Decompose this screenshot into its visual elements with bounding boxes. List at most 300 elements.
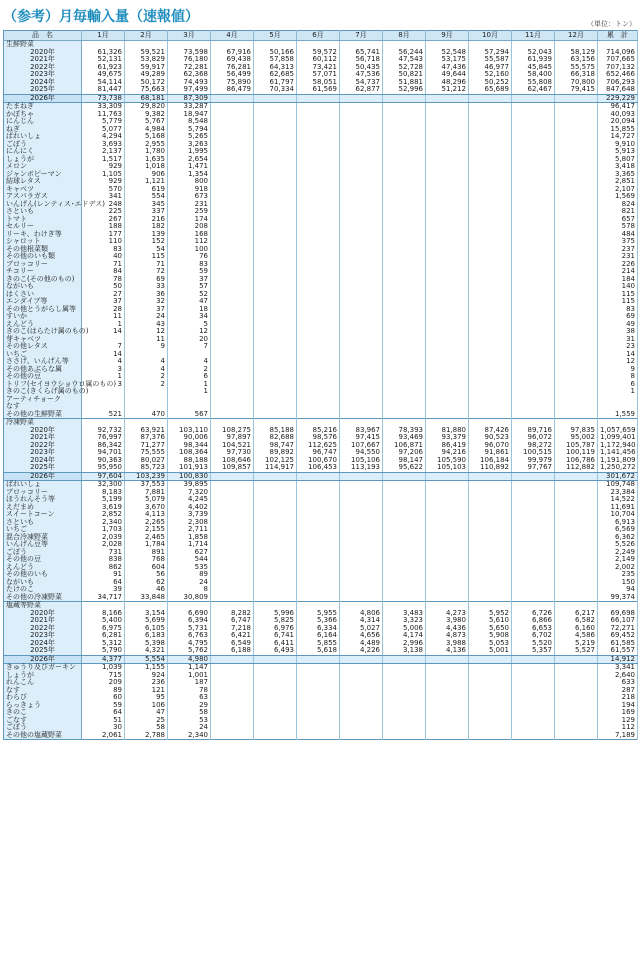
value-cell <box>512 163 555 171</box>
value-cell: 39,895 <box>168 481 211 489</box>
value-cell <box>426 238 469 246</box>
value-cell <box>426 655 469 664</box>
value-cell <box>254 133 297 141</box>
value-cell: 6,493 <box>254 647 297 655</box>
value-cell <box>555 261 598 269</box>
value-cell <box>555 328 598 336</box>
value-cell: 51,212 <box>426 86 469 94</box>
value-cell <box>512 186 555 194</box>
value-cell <box>469 156 512 164</box>
value-cell: 39 <box>82 586 125 594</box>
value-cell <box>426 403 469 411</box>
value-cell: 34,717 <box>82 594 125 602</box>
value-cell: 56,718 <box>340 56 383 64</box>
value-cell <box>383 148 426 156</box>
total-cell: 69,452 <box>598 632 638 640</box>
value-cell <box>211 564 254 572</box>
value-cell: 2 <box>125 381 168 389</box>
value-cell <box>254 163 297 171</box>
value-cell <box>254 351 297 359</box>
value-cell <box>211 193 254 201</box>
value-cell: 100,670 <box>297 457 340 465</box>
header-item-name: 品 名 <box>4 31 82 41</box>
value-cell <box>426 306 469 314</box>
value-cell <box>426 504 469 512</box>
value-cell: 98,344 <box>168 442 211 450</box>
value-cell <box>297 163 340 171</box>
value-cell: 98,147 <box>383 457 426 465</box>
value-cell <box>211 328 254 336</box>
value-cell: 59,521 <box>125 49 168 57</box>
row-label: ジャンボピーマン <box>4 171 82 179</box>
value-cell <box>340 313 383 321</box>
value-cell <box>555 186 598 194</box>
value-cell: 188 <box>82 223 125 231</box>
value-cell: 8 <box>168 586 211 594</box>
value-cell: 75,555 <box>125 449 168 457</box>
value-cell <box>469 717 512 725</box>
value-cell <box>555 103 598 111</box>
value-cell: 535 <box>168 564 211 572</box>
row-label: 2020年 <box>4 610 82 618</box>
value-cell <box>297 373 340 381</box>
table-row <box>4 156 638 164</box>
value-cell <box>512 283 555 291</box>
value-cell: 20 <box>168 336 211 344</box>
value-cell: 101,913 <box>168 464 211 472</box>
value-cell <box>297 549 340 557</box>
row-label: その他のいも <box>4 571 82 579</box>
header-month: 12月 <box>555 31 598 41</box>
value-cell <box>383 156 426 164</box>
value-cell <box>211 549 254 557</box>
table-row <box>4 687 638 695</box>
value-cell <box>340 291 383 299</box>
value-cell <box>383 403 426 411</box>
value-cell <box>254 201 297 209</box>
table-row <box>4 208 638 216</box>
row-label: 冷凍野菜 <box>4 419 82 427</box>
value-cell <box>254 594 297 602</box>
value-cell <box>254 313 297 321</box>
value-cell: 104,521 <box>211 442 254 450</box>
row-label: にんじん <box>4 118 82 126</box>
value-cell: 1,471 <box>168 163 211 171</box>
value-cell: 62,877 <box>340 86 383 94</box>
value-cell: 2,465 <box>125 534 168 542</box>
value-cell <box>469 549 512 557</box>
value-cell: 100,119 <box>555 449 598 457</box>
value-cell <box>555 171 598 179</box>
value-cell: 182 <box>125 223 168 231</box>
row-label: その他の生鮮野菜 <box>4 411 82 419</box>
value-cell <box>512 571 555 579</box>
value-cell: 75,890 <box>211 79 254 87</box>
value-cell <box>469 178 512 186</box>
row-label: きのこ(はらたけ属のもの) <box>4 328 82 336</box>
value-cell: 50 <box>82 283 125 291</box>
value-cell <box>469 526 512 534</box>
value-cell: 544 <box>168 556 211 564</box>
value-cell: 65,741 <box>340 49 383 57</box>
total-cell: 714,096 <box>598 49 638 57</box>
table-row <box>4 496 638 504</box>
value-cell: 29 <box>168 702 211 710</box>
value-cell: 30 <box>82 724 125 732</box>
value-cell <box>297 268 340 276</box>
total-cell: 3,365 <box>598 171 638 179</box>
value-cell: 106 <box>125 702 168 710</box>
total-cell: 1,191,809 <box>598 457 638 465</box>
value-cell <box>555 306 598 314</box>
value-cell: 1,714 <box>168 541 211 549</box>
value-cell: 6,976 <box>254 625 297 633</box>
value-cell <box>383 328 426 336</box>
value-cell <box>383 472 426 481</box>
value-cell: 58,051 <box>297 79 340 87</box>
value-cell <box>254 328 297 336</box>
value-cell <box>211 141 254 149</box>
value-cell <box>426 126 469 134</box>
value-cell: 1,354 <box>168 171 211 179</box>
row-label: ねぎ <box>4 126 82 134</box>
value-cell <box>555 687 598 695</box>
value-cell: 89,716 <box>512 427 555 435</box>
table-row <box>4 283 638 291</box>
value-cell <box>211 186 254 194</box>
year-row <box>4 86 638 94</box>
value-cell <box>512 126 555 134</box>
value-cell: 40 <box>82 253 125 261</box>
value-cell <box>254 321 297 329</box>
value-cell: 4,273 <box>426 610 469 618</box>
total-cell: 2,149 <box>598 556 638 564</box>
value-cell: 45,845 <box>512 64 555 72</box>
value-cell <box>469 702 512 710</box>
value-cell: 4,402 <box>168 504 211 512</box>
value-cell <box>383 163 426 171</box>
table-row <box>4 238 638 246</box>
value-cell: 30,809 <box>168 594 211 602</box>
table-row <box>4 261 638 269</box>
value-cell <box>469 253 512 261</box>
value-cell <box>340 549 383 557</box>
total-cell: 69 <box>598 313 638 321</box>
value-cell: 2,340 <box>168 732 211 740</box>
value-cell: 5,762 <box>168 647 211 655</box>
value-cell: 33,309 <box>82 103 125 111</box>
table-row <box>4 679 638 687</box>
value-cell <box>469 496 512 504</box>
value-cell <box>254 472 297 481</box>
value-cell <box>383 238 426 246</box>
value-cell <box>512 111 555 119</box>
value-cell <box>426 373 469 381</box>
value-cell: 59,917 <box>125 64 168 72</box>
value-cell: 2,028 <box>82 541 125 549</box>
value-cell: 96,070 <box>469 442 512 450</box>
header-month: 10月 <box>469 31 512 41</box>
value-cell: 68,181 <box>125 94 168 103</box>
value-cell: 55,587 <box>469 56 512 64</box>
value-cell <box>555 246 598 254</box>
value-cell <box>512 709 555 717</box>
value-cell <box>211 298 254 306</box>
value-cell <box>555 276 598 284</box>
value-cell: 924 <box>125 672 168 680</box>
value-cell: 73,421 <box>297 64 340 72</box>
value-cell <box>383 298 426 306</box>
value-cell: 5,168 <box>125 133 168 141</box>
value-cell <box>555 381 598 389</box>
value-cell: 1 <box>168 388 211 396</box>
value-cell <box>340 381 383 389</box>
value-cell <box>254 253 297 261</box>
value-cell <box>555 411 598 419</box>
row-label: キャベツ <box>4 186 82 194</box>
value-cell: 6,411 <box>254 640 297 648</box>
value-cell <box>383 268 426 276</box>
value-cell: 97,835 <box>555 427 598 435</box>
total-cell: 287 <box>598 687 638 695</box>
value-cell <box>340 586 383 594</box>
total-cell: 61,557 <box>598 647 638 655</box>
value-cell: 2,996 <box>383 640 426 648</box>
value-cell <box>383 336 426 344</box>
value-cell: 60,112 <box>297 56 340 64</box>
value-cell: 5,520 <box>512 640 555 648</box>
value-cell <box>469 655 512 664</box>
value-cell <box>211 163 254 171</box>
table-row <box>4 732 638 740</box>
value-cell: 1,105 <box>82 171 125 179</box>
value-cell <box>211 489 254 497</box>
value-cell <box>469 388 512 396</box>
value-cell: 4,980 <box>168 655 211 664</box>
row-label: リーキ、わけぎ等 <box>4 231 82 239</box>
value-cell <box>297 664 340 672</box>
value-cell: 81,447 <box>82 86 125 94</box>
value-cell <box>469 724 512 732</box>
value-cell <box>340 216 383 224</box>
row-label: 2026年 <box>4 655 82 664</box>
value-cell <box>383 358 426 366</box>
total-cell: 633 <box>598 679 638 687</box>
value-cell: 7,218 <box>211 625 254 633</box>
value-cell <box>383 283 426 291</box>
value-cell: 6,741 <box>254 632 297 640</box>
value-cell <box>211 201 254 209</box>
value-cell <box>297 702 340 710</box>
value-cell <box>340 472 383 481</box>
value-cell: 112,882 <box>555 464 598 472</box>
total-cell: 61,585 <box>598 640 638 648</box>
total-cell: 652,466 <box>598 71 638 79</box>
row-label: スイートコーン <box>4 511 82 519</box>
value-cell: 5,554 <box>125 655 168 664</box>
row-label: 2024年 <box>4 79 82 87</box>
value-cell: 87,376 <box>125 434 168 442</box>
value-cell: 102,125 <box>254 457 297 465</box>
value-cell <box>297 594 340 602</box>
value-cell: 32 <box>125 298 168 306</box>
value-cell: 25 <box>125 717 168 725</box>
table-row <box>4 534 638 542</box>
value-cell <box>254 126 297 134</box>
value-cell <box>297 306 340 314</box>
value-cell <box>297 496 340 504</box>
value-cell: 4,174 <box>383 632 426 640</box>
value-cell <box>340 732 383 740</box>
total-cell: 1,099,401 <box>598 434 638 442</box>
value-cell <box>383 519 426 527</box>
value-cell <box>383 94 426 103</box>
value-cell <box>211 253 254 261</box>
total-cell: 2,640 <box>598 672 638 680</box>
row-label: さといも <box>4 208 82 216</box>
value-cell <box>426 709 469 717</box>
value-cell <box>383 526 426 534</box>
value-cell <box>297 586 340 594</box>
value-cell <box>383 103 426 111</box>
value-cell: 106,786 <box>555 457 598 465</box>
value-cell <box>383 171 426 179</box>
row-label: 混合冷凍野菜 <box>4 534 82 542</box>
value-cell <box>254 261 297 269</box>
value-cell: 139 <box>125 231 168 239</box>
value-cell: 6,582 <box>555 617 598 625</box>
value-cell <box>254 504 297 512</box>
value-cell: 1 <box>168 381 211 389</box>
value-cell <box>555 388 598 396</box>
value-cell: 768 <box>125 556 168 564</box>
value-cell <box>383 313 426 321</box>
value-cell: 47 <box>125 709 168 717</box>
value-cell <box>555 511 598 519</box>
value-cell: 177 <box>82 231 125 239</box>
value-cell <box>340 171 383 179</box>
value-cell <box>340 541 383 549</box>
value-cell: 65,689 <box>469 86 512 94</box>
value-cell <box>254 411 297 419</box>
value-cell <box>254 216 297 224</box>
row-label: すいか <box>4 313 82 321</box>
total-cell: 2,249 <box>598 549 638 557</box>
value-cell: 5,618 <box>297 647 340 655</box>
value-cell <box>211 586 254 594</box>
value-cell <box>297 724 340 732</box>
row-label: わらび <box>4 694 82 702</box>
value-cell <box>297 328 340 336</box>
value-cell <box>211 396 254 404</box>
value-cell: 731 <box>82 549 125 557</box>
year-row <box>4 647 638 655</box>
value-cell <box>297 481 340 489</box>
value-cell: 50,252 <box>469 79 512 87</box>
value-cell <box>340 717 383 725</box>
value-cell: 24 <box>168 579 211 587</box>
value-cell <box>512 519 555 527</box>
table-row <box>4 321 638 329</box>
value-cell <box>555 549 598 557</box>
value-cell: 86,479 <box>211 86 254 94</box>
value-cell <box>426 481 469 489</box>
total-cell: 6 <box>598 381 638 389</box>
value-cell <box>469 231 512 239</box>
table-row <box>4 141 638 149</box>
value-cell: 106,453 <box>297 464 340 472</box>
value-cell: 55,808 <box>512 79 555 87</box>
value-cell <box>297 541 340 549</box>
value-cell <box>426 702 469 710</box>
value-cell <box>469 472 512 481</box>
value-cell <box>254 687 297 695</box>
value-cell <box>340 411 383 419</box>
value-cell <box>426 261 469 269</box>
value-cell <box>297 186 340 194</box>
header-total: 累 計 <box>598 31 638 41</box>
value-cell <box>426 396 469 404</box>
value-cell <box>254 702 297 710</box>
value-cell <box>254 231 297 239</box>
value-cell <box>211 556 254 564</box>
value-cell: 33,287 <box>168 103 211 111</box>
value-cell: 7,320 <box>168 489 211 497</box>
value-cell: 6,183 <box>125 632 168 640</box>
value-cell <box>340 231 383 239</box>
value-cell <box>125 396 168 404</box>
value-cell <box>555 178 598 186</box>
value-cell: 106,871 <box>383 442 426 450</box>
value-cell <box>555 586 598 594</box>
value-cell: 110 <box>82 238 125 246</box>
row-label: ブロッコリー <box>4 489 82 497</box>
value-cell: 1 <box>82 321 125 329</box>
value-cell: 80,027 <box>125 457 168 465</box>
value-cell <box>340 321 383 329</box>
row-label: その他レタス <box>4 343 82 351</box>
value-cell <box>512 511 555 519</box>
value-cell <box>469 111 512 119</box>
row-label: シャロット <box>4 238 82 246</box>
value-cell: 62 <box>125 579 168 587</box>
value-cell: 50,172 <box>125 79 168 87</box>
value-cell: 4,984 <box>125 126 168 134</box>
value-cell <box>512 156 555 164</box>
value-cell: 5,767 <box>125 118 168 126</box>
value-cell <box>297 118 340 126</box>
value-cell: 69,438 <box>211 56 254 64</box>
value-cell: 209 <box>82 679 125 687</box>
row-label: その他の豆 <box>4 373 82 381</box>
value-cell <box>340 481 383 489</box>
value-cell: 891 <box>125 549 168 557</box>
value-cell <box>512 594 555 602</box>
value-cell: 14 <box>82 328 125 336</box>
value-cell: 90,363 <box>82 457 125 465</box>
total-cell: 235 <box>598 571 638 579</box>
value-cell <box>211 411 254 419</box>
value-cell <box>555 94 598 103</box>
value-cell <box>426 171 469 179</box>
table-row <box>4 201 638 209</box>
value-cell <box>426 328 469 336</box>
table-row <box>4 526 638 534</box>
value-cell <box>512 223 555 231</box>
value-cell: 4 <box>125 366 168 374</box>
value-cell: 6,690 <box>168 610 211 618</box>
value-cell <box>469 351 512 359</box>
